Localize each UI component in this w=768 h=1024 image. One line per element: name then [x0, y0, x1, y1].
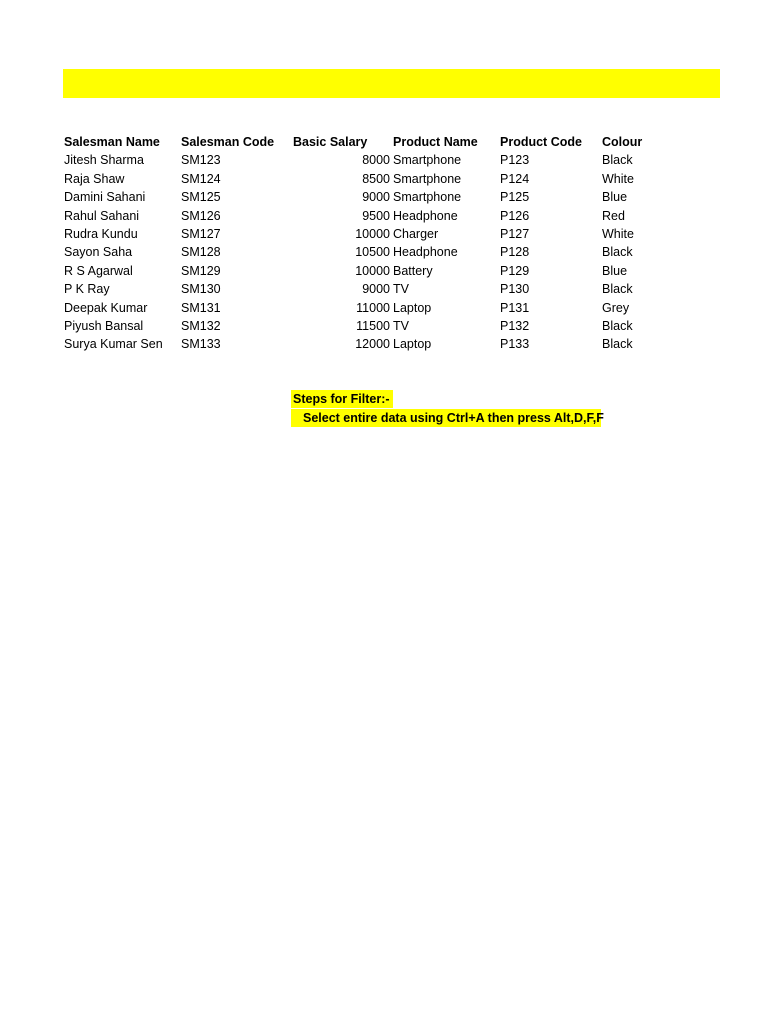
cell-salesman-code[interactable]: SM125: [181, 190, 221, 205]
header-product-name[interactable]: Product Name: [393, 135, 478, 149]
cell-colour[interactable]: Grey: [602, 300, 630, 315]
cell-salesman-code[interactable]: SM132: [181, 319, 221, 334]
cell-salesman-code[interactable]: SM130: [181, 282, 221, 297]
cell-product-name[interactable]: Smartphone: [393, 153, 462, 168]
cell-salesman-code[interactable]: SM129: [181, 263, 221, 278]
cell-colour[interactable]: Black: [602, 153, 633, 168]
filter-steps-title[interactable]: Steps for Filter:-: [291, 390, 393, 408]
header-colour[interactable]: Colour: [602, 135, 643, 149]
cell-salesman-code[interactable]: SM133: [181, 337, 221, 352]
cell-salesman-name[interactable]: Surya Kumar Sen: [64, 337, 163, 352]
cell-colour[interactable]: Blue: [602, 190, 628, 205]
cell-basic-salary[interactable]: 8500: [362, 171, 390, 186]
header-salesman-name[interactable]: Salesman Name: [64, 135, 160, 149]
cell-product-code[interactable]: P124: [500, 171, 530, 186]
highlight-banner: [63, 69, 720, 98]
table-row: [63, 262, 661, 280]
cell-basic-salary[interactable]: 11500: [356, 319, 390, 334]
cell-product-code[interactable]: P127: [500, 227, 530, 242]
table-row: [63, 151, 661, 169]
cell-salesman-name[interactable]: Rudra Kundu: [64, 227, 138, 242]
cell-salesman-name[interactable]: R S Agarwal: [64, 263, 133, 278]
cell-product-name[interactable]: Headphone: [393, 245, 458, 260]
cell-salesman-code[interactable]: SM127: [181, 227, 221, 242]
table-row: [63, 299, 661, 317]
cell-salesman-code[interactable]: SM126: [181, 208, 221, 223]
cell-product-name[interactable]: Laptop: [393, 300, 432, 315]
cell-salesman-name[interactable]: Damini Sahani: [64, 190, 146, 205]
cell-basic-salary[interactable]: 11000: [356, 300, 390, 315]
cell-product-name[interactable]: Laptop: [393, 337, 432, 352]
table-row: [63, 317, 661, 335]
cell-basic-salary[interactable]: 8000: [362, 153, 390, 168]
cell-product-code[interactable]: P123: [500, 153, 530, 168]
cell-salesman-name[interactable]: Sayon Saha: [64, 245, 133, 260]
header-basic-salary[interactable]: Basic Salary: [293, 135, 368, 149]
cell-product-code[interactable]: P129: [500, 263, 530, 278]
cell-salesman-code[interactable]: SM131: [181, 300, 221, 315]
cell-salesman-name[interactable]: Piyush Bansal: [64, 319, 144, 334]
table-row: [63, 243, 661, 261]
cell-product-code[interactable]: P133: [500, 337, 530, 352]
cell-salesman-name[interactable]: Jitesh Sharma: [64, 153, 144, 168]
table-row: [63, 335, 661, 353]
cell-product-code[interactable]: P131: [500, 300, 530, 315]
cell-product-code[interactable]: P132: [500, 319, 530, 334]
cell-basic-salary[interactable]: 10000: [355, 227, 390, 242]
cell-salesman-name[interactable]: Raja Shaw: [64, 171, 125, 186]
cell-basic-salary[interactable]: 12000: [355, 337, 390, 352]
cell-basic-salary[interactable]: 9500: [362, 208, 390, 223]
cell-salesman-code[interactable]: SM128: [181, 245, 221, 260]
cell-colour[interactable]: White: [602, 227, 634, 242]
table-row: [63, 188, 661, 206]
cell-product-name[interactable]: Battery: [393, 263, 433, 278]
cell-product-name[interactable]: Headphone: [393, 208, 458, 223]
cell-basic-salary[interactable]: 9000: [362, 190, 390, 205]
salesman-table: [63, 133, 661, 354]
cell-colour[interactable]: Blue: [602, 263, 628, 278]
cell-product-code[interactable]: P128: [500, 245, 530, 260]
header-product-code[interactable]: Product Code: [500, 135, 582, 149]
cell-product-name[interactable]: Smartphone: [393, 190, 462, 205]
cell-salesman-name[interactable]: Rahul Sahani: [64, 208, 140, 223]
cell-product-code[interactable]: P125: [500, 190, 530, 205]
table-row: [63, 207, 661, 225]
header-row: [63, 133, 661, 151]
cell-salesman-code[interactable]: SM124: [181, 171, 221, 186]
table-row: [63, 225, 661, 243]
cell-salesman-name[interactable]: P K Ray: [64, 282, 110, 297]
cell-salesman-code[interactable]: SM123: [181, 153, 221, 168]
table-row: [63, 170, 661, 188]
header-salesman-code[interactable]: Salesman Code: [181, 135, 275, 149]
cell-product-name[interactable]: TV: [393, 319, 409, 334]
cell-product-code[interactable]: P126: [500, 208, 530, 223]
cell-product-name[interactable]: Smartphone: [393, 171, 462, 186]
cell-product-code[interactable]: P130: [500, 282, 530, 297]
cell-product-name[interactable]: Charger: [393, 227, 439, 242]
cell-basic-salary[interactable]: 10000: [355, 263, 390, 278]
filter-steps-instruction[interactable]: Select entire data using Ctrl+A then press Alt,D,F,F: [291, 409, 601, 427]
cell-basic-salary[interactable]: 10500: [355, 245, 390, 260]
cell-basic-salary[interactable]: 9000: [362, 282, 390, 297]
cell-colour[interactable]: Red: [602, 208, 625, 223]
cell-colour[interactable]: Black: [602, 319, 633, 334]
cell-salesman-name[interactable]: Deepak Kumar: [64, 300, 148, 315]
cell-colour[interactable]: White: [602, 171, 634, 186]
cell-colour[interactable]: Black: [602, 282, 633, 297]
cell-product-name[interactable]: TV: [393, 282, 409, 297]
cell-colour[interactable]: Black: [602, 245, 633, 260]
table-row: [63, 280, 661, 298]
cell-colour[interactable]: Black: [602, 337, 633, 352]
